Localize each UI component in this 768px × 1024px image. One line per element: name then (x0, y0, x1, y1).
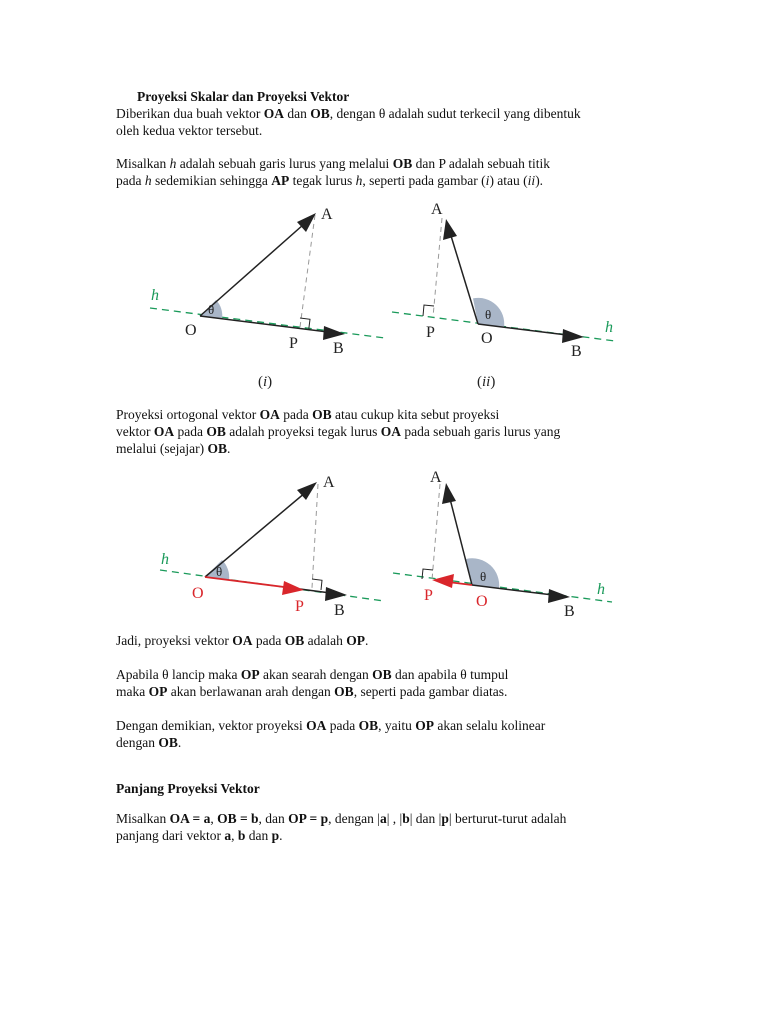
label-o: O (481, 330, 493, 347)
label-theta: θ (480, 569, 487, 584)
label-a: A (430, 469, 442, 486)
projection-line-2: vektor OA pada OB adalah proyeksi tegak lurus OA pada sebuah garis lurus yang (116, 424, 561, 439)
label-b: B (333, 340, 344, 357)
label-a: A (321, 206, 333, 223)
right-angle-marker (312, 579, 322, 590)
arrowhead-a (442, 483, 456, 504)
label-theta: θ (485, 307, 492, 322)
page-title: Proyeksi Skalar dan Proyeksi Vektor (137, 89, 350, 104)
perpendicular-ap (432, 484, 440, 580)
definition-line-2: pada h sedemikian sehingga AP tegak lurus h, seperti pada gambar (i) atau (ii). (116, 173, 544, 188)
label-a: A (431, 201, 443, 218)
intro-line-1: Diberikan dua buah vektor OA dan OB, dengan θ adalah sudut terkecil yang dibentuk (116, 106, 581, 121)
label-h: h (161, 551, 169, 568)
projection-line-1: Proyeksi ortogonal vektor OA pada OB atau cukup kita sebut proyeksi (116, 407, 500, 422)
label-p: P (289, 335, 298, 352)
length-line-2: panjang dari vektor a, b dan p. (116, 828, 283, 843)
label-b: B (571, 343, 582, 360)
label-o: O (185, 322, 197, 339)
perpendicular-ap (312, 484, 318, 588)
caption-ii: (ii) (477, 374, 496, 390)
label-o: O (476, 593, 488, 610)
label-o: O (192, 585, 204, 602)
vector-oa (448, 491, 472, 585)
definition-line-1: Misalkan h adalah sebuah garis lurus yang melalui OB dan P adalah sebuah titik (116, 156, 551, 171)
arrowhead-b (325, 587, 347, 601)
intro-line-2: oleh kedua vektor tersebut. (116, 123, 263, 138)
direction-line-2: maka OP akan berlawanan arah dengan OB, seperti pada gambar diatas. (116, 684, 508, 699)
arrowhead-p (432, 574, 454, 588)
label-b: B (564, 603, 575, 620)
label-a: A (323, 474, 335, 491)
label-h: h (605, 319, 613, 336)
collinear-line-1: Dengan demikian, vektor proyeksi OA pada OB, yaitu OP akan selalu kolinear (116, 718, 546, 733)
section-heading: Panjang Proyeksi Vektor (116, 781, 260, 796)
label-b: B (334, 602, 345, 619)
arrowhead-p (282, 581, 304, 595)
label-p: P (424, 587, 433, 604)
caption-i: (i) (258, 374, 273, 390)
collinear-line-2: dengan OB. (116, 735, 182, 750)
label-p: P (295, 598, 304, 615)
label-theta: θ (216, 564, 223, 579)
label-theta: θ (208, 302, 215, 317)
diagram-obtuse-projection (393, 469, 612, 620)
length-line-1: Misalkan OA = a, OB = b, dan OP = p, dengan |a| , |b| dan |p| berturut-turut adalah (116, 811, 567, 826)
label-h: h (151, 287, 159, 304)
diagram-acute-projection (160, 474, 384, 619)
direction-line-1: Apabila θ lancip maka OP akan searah dengan OB dan apabila θ tumpul (116, 667, 509, 682)
conclusion-line: Jadi, proyeksi vektor OA pada OB adalah OP. (116, 633, 369, 648)
projection-line-3: melalui (sejajar) OB. (116, 441, 231, 456)
label-p: P (426, 324, 435, 341)
arrowhead-b (548, 589, 570, 603)
label-h: h (597, 581, 605, 598)
